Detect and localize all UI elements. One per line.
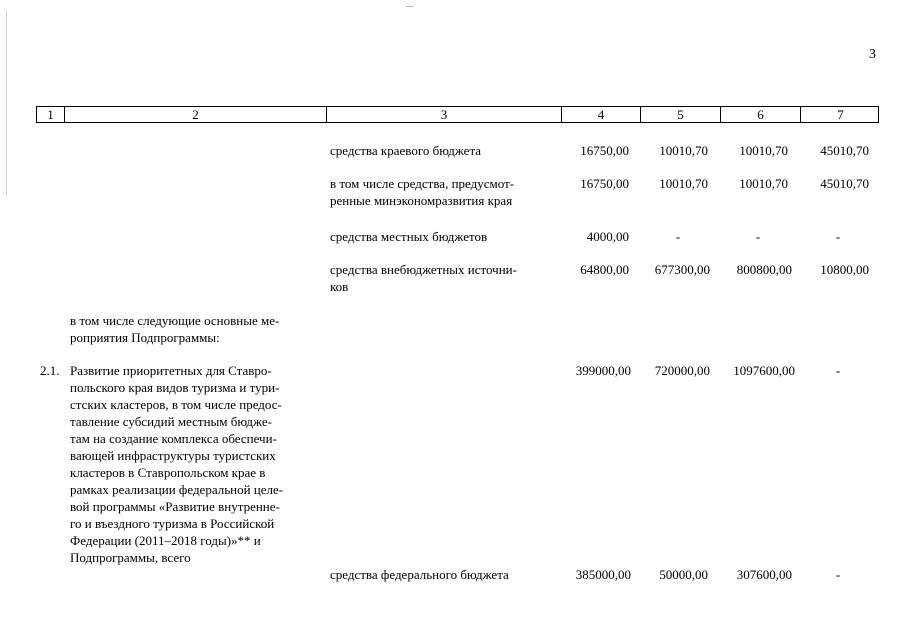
item-line-9: вой программы «Развитие внутренне- <box>70 499 280 514</box>
header-col-6: 6 <box>721 107 801 122</box>
header-col-2: 2 <box>65 107 327 122</box>
row-regional-budget-value-7: 45010,70 <box>820 143 869 158</box>
row-local-budgets-value-5: - <box>675 229 681 244</box>
header-col-7: 7 <box>837 107 844 122</box>
header-col-5: 5 <box>641 107 721 122</box>
item-line-6: вающей инфраструктуры туристских <box>70 448 276 463</box>
row-regional-budget-source: средства краевого бюджета <box>330 143 482 158</box>
scan-edge-line <box>6 10 7 195</box>
row-ministry-funds-value-6: 10010,70 <box>739 176 788 191</box>
row-regional-budget-value-4: 16750,00 <box>580 143 629 158</box>
row-ministry-funds-value-5: 10010,70 <box>659 176 708 191</box>
row-regional-budget-value-6: 10010,70 <box>739 143 788 158</box>
row-extrabudgetary-value-4: 64800,00 <box>580 262 629 277</box>
item-line-1: Развитие приоритетных для Ставро- <box>70 363 272 378</box>
page-number: 3 <box>869 47 876 62</box>
item-value-4: 399000,00 <box>575 363 631 378</box>
row-extrabudgetary-value-5: 677300,00 <box>654 262 710 277</box>
row-extrabudgetary-line-1: средства внебюджетных источни- <box>330 262 517 277</box>
item-line-7: кластеров в Ставропольском крае в <box>70 465 266 480</box>
section-note-line-2: роприятия Подпрограммы: <box>70 330 220 345</box>
row-ministry-funds-value-4: 16750,00 <box>580 176 629 191</box>
item-line-3: стских кластеров, в том числе предос- <box>70 397 282 412</box>
header-col-4: 4 <box>562 107 641 122</box>
row-federal-budget-value-5: 50000,00 <box>659 567 708 582</box>
section-note-line-1: в том числе следующие основные ме- <box>70 313 280 328</box>
item-line-4: тавление субсидий местным бюдже- <box>70 414 272 429</box>
row-federal-budget-value-6: 307600,00 <box>736 567 792 582</box>
row-federal-budget-value-7: - <box>835 567 841 582</box>
item-line-8: рамках реализации федеральной целе- <box>70 482 284 497</box>
item-line-10: го и въездного туризма в Российской <box>70 516 275 531</box>
row-regional-budget-value-5: 10010,70 <box>659 143 708 158</box>
row-local-budgets-source: средства местных бюджетов <box>330 229 488 244</box>
row-extrabudgetary-value-7: 10800,00 <box>820 262 869 277</box>
row-extrabudgetary-value-6: 800800,00 <box>736 262 792 277</box>
row-local-budgets-value-4: 4000,00 <box>586 229 629 244</box>
row-ministry-funds-value-7: 45010,70 <box>820 176 869 191</box>
row-federal-budget-source: средства федерального бюджета <box>330 567 509 582</box>
scan-mark <box>406 6 414 7</box>
table-header-row <box>36 106 879 123</box>
item-line-11: Федерации (2011–2018 годы)»** и <box>70 533 261 548</box>
row-extrabudgetary-line-2: ков <box>330 279 349 294</box>
row-local-budgets-value-7: - <box>835 229 841 244</box>
row-federal-budget-value-4: 385000,00 <box>575 567 631 582</box>
item-value-5: 720000,00 <box>654 363 710 378</box>
item-line-5: там на создание комплекса обеспечи- <box>70 431 277 446</box>
row-ministry-funds-line-2: ренные минэкономразвития края <box>330 193 513 208</box>
header-col-3: 3 <box>327 107 562 122</box>
row-ministry-funds-line-1: в том числе средства, предусмот- <box>330 176 515 191</box>
item-value-7: - <box>835 363 841 378</box>
header-col-1: 1 <box>37 107 65 122</box>
item-line-2: польского края видов туризма и тури- <box>70 380 280 395</box>
item-number: 2.1. <box>40 363 60 378</box>
item-line-12: Подпрограммы, всего <box>70 550 191 565</box>
row-local-budgets-value-6: - <box>755 229 761 244</box>
item-value-6: 1097600,00 <box>733 363 795 378</box>
